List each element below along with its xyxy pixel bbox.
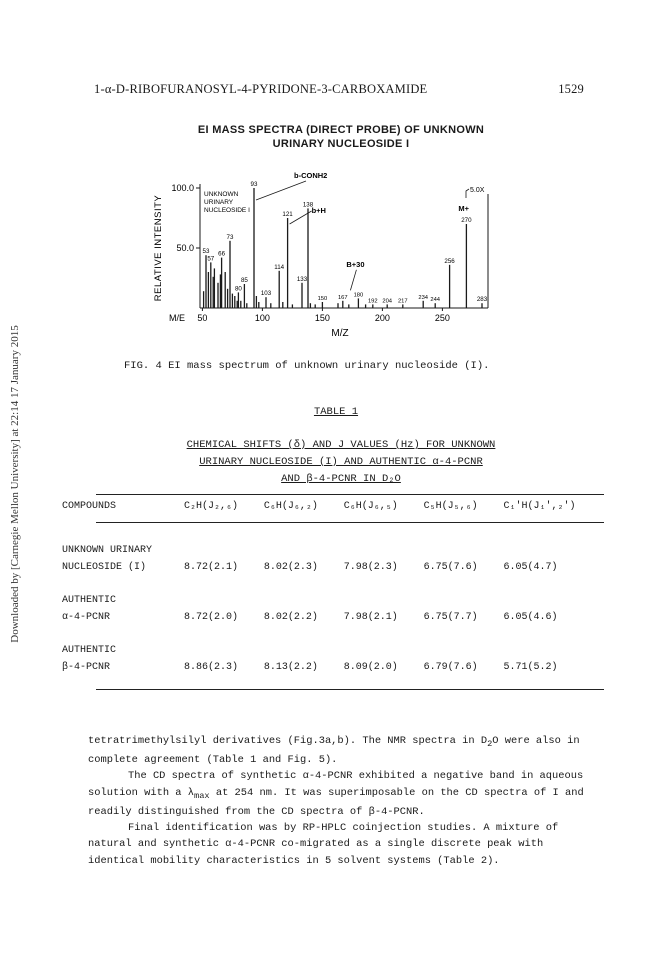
value-cell: 6.75(7.6) xyxy=(423,562,478,573)
peak-label: 256 xyxy=(444,257,455,265)
x-tick-label: 100 xyxy=(254,313,270,323)
peak-label: 53 xyxy=(202,248,210,256)
table-row xyxy=(62,645,610,662)
peak-label: 93 xyxy=(250,181,258,188)
chart-peak-labels xyxy=(203,181,488,304)
x-tick-label: 150 xyxy=(314,313,330,323)
value-cell: 8.02(2.3) xyxy=(263,562,318,573)
running-head xyxy=(94,82,584,97)
mass-spectrum-chart xyxy=(148,166,498,346)
peak-label: 283 xyxy=(476,296,488,304)
table-label: TABLE 1 xyxy=(313,406,359,418)
table-title-line3: AND β-4-PCNR IN D₂O xyxy=(281,473,401,485)
annotation-pointer xyxy=(256,181,306,200)
figure-caption: FIG. 4 EI mass spectrum of unknown urinary nucleoside (I). xyxy=(124,360,490,372)
value-cell: 8.72(2.0) xyxy=(184,612,239,623)
table-row xyxy=(62,545,610,562)
table-title xyxy=(96,437,586,488)
compound-name: AUTHENTIC xyxy=(62,595,117,606)
peak-label: 85 xyxy=(240,277,248,284)
peak-label: 167 xyxy=(337,294,348,301)
body-text xyxy=(88,733,588,869)
peak-label: 244 xyxy=(430,297,441,304)
header-c6h-65: C₆H(J₆,₅) xyxy=(343,501,398,512)
y-tick-label: 50.0 xyxy=(176,243,194,253)
nmr-table xyxy=(62,501,610,679)
table-title-line2: URINARY NUCLEOSIDE (I) AND AUTHENTIC α-4-PCNR xyxy=(199,456,483,468)
annotation-b-plus-30: B+30 xyxy=(346,259,365,269)
header-c6h-62: C₆H(J₆,₂) xyxy=(263,501,318,512)
peak-label: 217 xyxy=(397,298,408,305)
value-cell: 5.71(5.2) xyxy=(503,662,558,673)
compound-name: UNKNOWN URINARY xyxy=(62,545,153,556)
peak-label: 234 xyxy=(418,294,429,301)
page-number: 1529 xyxy=(558,82,584,96)
peak-label: 138 xyxy=(302,201,314,209)
compound-name: α-4-PCNR xyxy=(62,612,111,623)
table-title-line1: CHEMICAL SHIFTS (δ) AND J VALUES (Hz) FOR UNKNOWN xyxy=(186,439,496,451)
annotation-pointer xyxy=(350,270,356,291)
x-tick-label: 50 xyxy=(197,313,208,323)
value-cell: 7.98(2.3) xyxy=(343,562,398,573)
figure-title-line1: EI MASS SPECTRA (DIRECT PROBE) OF UNKNOWN xyxy=(197,124,485,136)
table-bottom-rule xyxy=(96,689,604,690)
peak-label: 270 xyxy=(461,217,472,224)
table-row xyxy=(62,562,610,579)
value-cell: 8.13(2.2) xyxy=(263,662,318,673)
legend-entry: URINARY xyxy=(204,199,234,206)
x-tick-label: 250 xyxy=(434,313,450,323)
annotation-b-plus-h: b+H xyxy=(311,206,326,215)
value-cell: 8.72(2.1) xyxy=(184,562,239,573)
value-cell: 8.86(2.3) xyxy=(184,662,239,673)
header-c5h: C₅H(J₅,₆) xyxy=(423,501,478,512)
peak-label: 103 xyxy=(260,290,272,298)
value-cell: 8.09(2.0) xyxy=(343,662,398,673)
compound-name: β-4-PCNR xyxy=(62,662,111,673)
value-cell: 7.98(2.1) xyxy=(343,612,398,623)
table-row xyxy=(62,662,610,679)
gain-note: 5.0X xyxy=(470,187,485,194)
gain-bracket xyxy=(466,189,469,198)
peak-label: 121 xyxy=(282,211,293,218)
compound-name: AUTHENTIC xyxy=(62,645,117,656)
x-axis-label: M/Z xyxy=(331,328,349,339)
peak-label: 66 xyxy=(218,250,226,258)
y-tick-label: 100.0 xyxy=(171,183,194,193)
running-head-title: 1-α-D-RIBOFURANOSYL-4-PYRIDONE-3-CARBOXAMIDE xyxy=(94,82,428,96)
x-axis-prefix: M/E xyxy=(169,313,186,323)
value-cell: 8.02(2.2) xyxy=(263,612,318,623)
peak-label: 204 xyxy=(382,298,393,305)
legend-entry: NUCLEOSIDE I xyxy=(204,207,250,214)
peak-label: 180 xyxy=(353,292,364,299)
x-tick-label: 200 xyxy=(374,313,390,323)
header-c2h: C₂H(J₂,₆) xyxy=(184,501,239,512)
paragraph: Final identification was by RP-HPLC coinjection studies. A mixture of natural and synthetic α-4-PCNR co-migrated as a single discrete peak with identical mobility characteristics in 5 solvent systems (Table 2). xyxy=(88,822,559,867)
peak-label: 73 xyxy=(226,233,234,241)
value-cell: 6.79(7.6) xyxy=(423,662,478,673)
peak-label: 192 xyxy=(367,298,378,305)
figure-title-line2: URINARY NUCLEOSIDE I xyxy=(272,138,410,150)
table-row xyxy=(62,595,610,612)
chart-peaks xyxy=(204,188,482,308)
figure-title xyxy=(96,123,586,151)
header-c1h: C₁′H(J₁′,₂′) xyxy=(503,501,576,512)
peak-label: 114 xyxy=(274,263,285,271)
table-top-rule xyxy=(96,494,604,495)
annotation-b-conh2: b-CONH2 xyxy=(294,171,328,180)
y-axis-label: RELATIVE INTENSITY xyxy=(153,194,164,302)
annotation-molecular-ion: M+ xyxy=(458,204,470,213)
header-compounds: COMPOUNDS xyxy=(62,501,117,512)
peak-label: 57 xyxy=(207,255,215,263)
paragraph: The CD spectra of synthetic α-4-PCNR exhibited a negative band in aqueous solution with a $\lambda_{max}$ at 254 nm. It was superimposable on the CD spectra of I and readily distinguished from the CD spectra of β-4-PCNR. xyxy=(88,770,584,818)
table-row xyxy=(62,612,610,629)
value-cell: 6.05(4.7) xyxy=(503,562,558,573)
value-cell: 6.75(7.7) xyxy=(423,612,478,623)
peak-label: 150 xyxy=(317,296,328,302)
download-watermark: Downloaded by [Carnegie Mellon University] at 22:14 17 January 2015 xyxy=(9,325,21,643)
peak-label: 133 xyxy=(296,275,308,283)
compound-name: NUCLEOSIDE (I) xyxy=(62,562,147,573)
value-cell: 6.05(4.6) xyxy=(503,612,558,623)
table-header-row xyxy=(62,501,610,527)
paragraph: tetratrimethylsilyl derivatives (Fig.3a,b). The NMR spectra in $D_2O$ were also in complete agreement (Table 1 and Fig. 5). xyxy=(88,735,580,767)
legend-entry: UNKNOWN xyxy=(204,191,239,198)
peak-label: 80 xyxy=(234,285,242,293)
